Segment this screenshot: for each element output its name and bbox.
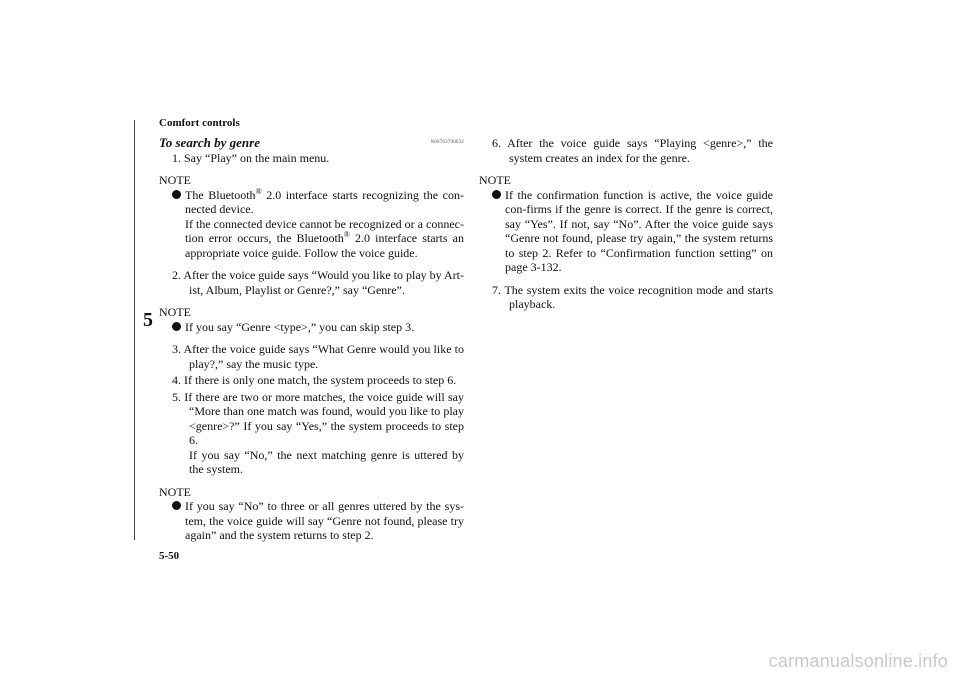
note-text: The Bluetooth [185, 187, 256, 202]
bullet-icon [492, 190, 501, 199]
step-1: 1. Say “Play” on the main menu. [172, 150, 330, 165]
registered-mark: ® [343, 230, 350, 239]
note-text: 2.0 interface starts recognizing the con-nected device. [185, 187, 464, 216]
step-text: 5. If there are two or more matches, the voice guide will say “More than one match was found, would you like to play <genre>?” If you say “Yes,” the system proceeds to step 6. [172, 389, 464, 447]
running-header: Comfort controls [159, 117, 240, 129]
note-text: 2.0 interface starts an appropriate voice guide. Follow the voice guide. [185, 231, 464, 260]
note-item [492, 188, 773, 275]
note-text: If you say “No” to three or all genres uttered by the sys-tem, the voice guide will say “Genre not found, please try again” and the system returns to step 2. [185, 499, 464, 542]
note-label: NOTE [479, 173, 511, 187]
bullet-icon [172, 190, 181, 199]
step-3: 3. After the voice guide says “What Genre would you like to play?,” say the music type. [172, 342, 464, 371]
chapter-number: 5 [143, 309, 153, 331]
step-5 [172, 390, 464, 477]
note-label: NOTE [159, 173, 191, 187]
section-title-text: To search by genre [159, 135, 260, 150]
step-6: 6. After the voice guide says “Playing <genre>,” the system creates an index for the genre. [492, 136, 773, 165]
note-text: If the confirmation function is active, the voice guide con-firms if the genre is correct. If the genre is correct, say “Yes”. If not, say “No”. After the voice guide says “Genre not found, please try again,” the system returns to step 2. Refer to “Confirmation function setting” on page 3-132. [505, 187, 773, 274]
right-column [479, 136, 773, 314]
step-7: 7. The system exits the voice recognition mode and starts playback. [492, 282, 773, 311]
note-text: If the connected device cannot be recognized or a connec-tion error occurs, the Bluetooth [185, 216, 464, 245]
registered-mark: ® [255, 186, 262, 196]
note-item [172, 499, 464, 543]
watermark: carmanualsonline.info [768, 651, 948, 671]
bullet-icon [172, 322, 181, 331]
step-4: 4. If there is only one match, the system proceeds to step 6. [172, 373, 457, 387]
chapter-tab-rule [0, 120, 135, 540]
left-column [159, 135, 464, 551]
step-text: If you say “No,” the next matching genre is uttered by the system. [189, 447, 464, 476]
step-2: 2. After the voice guide says “Would you like to play by Art-ist, Album, Playlist or Genre?,” say “Genre”. [172, 268, 464, 297]
note-text: If you say “Genre <type>,” you can skip step 3. [185, 319, 415, 334]
page-number: 5-50 [159, 550, 180, 562]
section-code: N00763700032 [430, 140, 464, 145]
note-item [172, 320, 464, 335]
section-title [159, 136, 464, 151]
bullet-icon [172, 501, 181, 510]
note-label: NOTE [159, 305, 191, 319]
note-label: NOTE [159, 484, 191, 499]
note-item [172, 188, 464, 261]
